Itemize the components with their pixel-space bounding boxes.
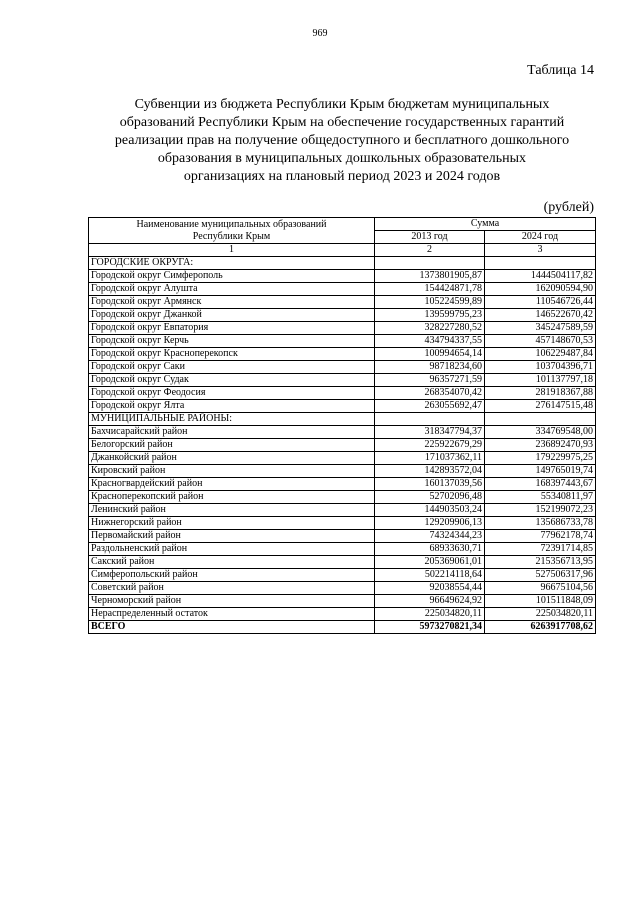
row-name-cell: Красногвардейский район: [89, 478, 375, 491]
row-value-2023-cell: 205369061,01: [375, 556, 485, 569]
row-name-cell: Симферопольский район: [89, 569, 375, 582]
row-name-cell: Городской округ Симферополь: [89, 270, 375, 283]
row-value-2024-cell: 72391714,85: [485, 543, 596, 556]
row-name-cell: Белогорский район: [89, 439, 375, 452]
row-value-2023-cell: 268354070,42: [375, 387, 485, 400]
table-row: [89, 309, 596, 322]
title-line: организациях на плановый период 2023 и 2024 годов: [183, 169, 501, 184]
row-value-2023-cell: 225034820,11: [375, 608, 485, 621]
row-value-2024-cell: 457148670,53: [485, 335, 596, 348]
row-value-2023-cell: [375, 413, 485, 426]
row-value-2023-cell: 160137039,56: [375, 478, 485, 491]
table-label: Таблица 14: [527, 63, 594, 78]
row-value-2024-cell: 276147515,48: [485, 400, 596, 413]
row-value-2023-cell: 328227280,52: [375, 322, 485, 335]
row-value-2023-cell: 105224599,89: [375, 296, 485, 309]
row-name-cell: Первомайский район: [89, 530, 375, 543]
table-row: [89, 374, 596, 387]
title-line: реализации прав на получение общедоступного и бесплатного дошкольного: [114, 133, 570, 148]
row-name-cell: Ленинский район: [89, 504, 375, 517]
table-row: [89, 283, 596, 296]
row-name-cell: Красноперекопский район: [89, 491, 375, 504]
row-name-cell: Раздольненский район: [89, 543, 375, 556]
table-row: [89, 478, 596, 491]
row-value-2024-cell: 101137797,18: [485, 374, 596, 387]
row-value-2023-cell: 434794337,55: [375, 335, 485, 348]
header-name-line: Наименование муниципальных образований: [136, 218, 327, 230]
row-value-2024-cell: 6263917708,62: [485, 621, 596, 634]
table-row: [89, 517, 596, 530]
title-line: образования в муниципальных дошкольных образовательных: [157, 151, 527, 166]
row-name-cell: Нераспределенный остаток: [89, 608, 375, 621]
row-value-2024-cell: 225034820,11: [485, 608, 596, 621]
row-name-cell: Городской округ Армянск: [89, 296, 375, 309]
row-value-2023-cell: 154424871,78: [375, 283, 485, 296]
row-value-2024-cell: 162090594,90: [485, 283, 596, 296]
row-value-2023-cell: 92038554,44: [375, 582, 485, 595]
row-value-2024-cell: 55340811,97: [485, 491, 596, 504]
table-row: [89, 530, 596, 543]
table-row: [89, 270, 596, 283]
row-value-2023-cell: 98718234,60: [375, 361, 485, 374]
row-value-2024-cell: 179229975,25: [485, 452, 596, 465]
row-value-2023-cell: [375, 257, 485, 270]
table-row: [89, 465, 596, 478]
row-value-2024-cell: [485, 257, 596, 270]
table-row: [89, 426, 596, 439]
table-row: [89, 257, 596, 270]
row-value-2024-cell: 236892470,93: [485, 439, 596, 452]
row-value-2023-cell: 142893572,04: [375, 465, 485, 478]
row-value-2024-cell: 149765019,74: [485, 465, 596, 478]
column-numbers-row: [89, 244, 596, 257]
row-name-cell: Джанкойский район: [89, 452, 375, 465]
row-value-2024-cell: 527506317,96: [485, 569, 596, 582]
row-name-cell: Городской округ Ялта: [89, 400, 375, 413]
table-row: [89, 361, 596, 374]
row-value-2024-cell: 281918367,88: [485, 387, 596, 400]
row-value-2023-cell: 1373801905,87: [375, 270, 485, 283]
row-value-2023-cell: 68933630,71: [375, 543, 485, 556]
row-name-cell: Городской округ Красноперекопск: [89, 348, 375, 361]
row-value-2023-cell: 96649624,92: [375, 595, 485, 608]
header-year-2024: 2024 год: [485, 231, 596, 244]
page-number: 969: [312, 28, 328, 39]
row-value-2023-cell: 263055692,47: [375, 400, 485, 413]
row-name-cell: Городской округ Евпатория: [89, 322, 375, 335]
row-value-2024-cell: [485, 413, 596, 426]
row-value-2023-cell: 129209906,13: [375, 517, 485, 530]
row-value-2023-cell: 96357271,59: [375, 374, 485, 387]
row-value-2024-cell: 152199072,23: [485, 504, 596, 517]
table-row: [89, 296, 596, 309]
column-number: 3: [485, 244, 596, 257]
table-row: [89, 595, 596, 608]
row-value-2024-cell: 1444504117,82: [485, 270, 596, 283]
header-sum-cell: Сумма: [375, 218, 596, 231]
row-value-2024-cell: 110546726,44: [485, 296, 596, 309]
row-name-cell: Кировский район: [89, 465, 375, 478]
row-name-cell: Черноморский район: [89, 595, 375, 608]
row-value-2024-cell: 334769548,00: [485, 426, 596, 439]
row-value-2023-cell: 5973270821,34: [375, 621, 485, 634]
row-value-2023-cell: 225922679,29: [375, 439, 485, 452]
table-row: [89, 543, 596, 556]
table-row: [89, 569, 596, 582]
title-line: образований Республики Крым на обеспечение государственных гарантий: [119, 115, 565, 130]
table-row: [89, 322, 596, 335]
table-row: [89, 582, 596, 595]
row-value-2023-cell: 100994654,14: [375, 348, 485, 361]
header-name-cell: [89, 218, 375, 244]
row-value-2024-cell: 101511848,09: [485, 595, 596, 608]
row-name-cell: Нижнегорский район: [89, 517, 375, 530]
subventions-table: [88, 217, 596, 634]
row-name-cell: Сакский район: [89, 556, 375, 569]
row-value-2024-cell: 146522670,42: [485, 309, 596, 322]
row-name-cell: Городской округ Феодосия: [89, 387, 375, 400]
row-value-2024-cell: 96675104,56: [485, 582, 596, 595]
row-value-2023-cell: 52702096,48: [375, 491, 485, 504]
title-line: Субвенции из бюджета Республики Крым бюджетам муниципальных: [134, 97, 550, 112]
table-body: [89, 218, 596, 634]
total-row: [89, 621, 596, 634]
row-value-2023-cell: 74324344,23: [375, 530, 485, 543]
table-row: [89, 556, 596, 569]
row-value-2024-cell: 106229487,84: [485, 348, 596, 361]
row-name-cell: ВСЕГО: [89, 621, 375, 634]
row-value-2023-cell: 144903503,24: [375, 504, 485, 517]
row-value-2024-cell: 135686733,78: [485, 517, 596, 530]
row-name-cell: Бахчисарайский район: [89, 426, 375, 439]
table-row: [89, 608, 596, 621]
row-value-2024-cell: 168397443,67: [485, 478, 596, 491]
table-row: [89, 491, 596, 504]
table-row: [89, 348, 596, 361]
row-value-2024-cell: 345247589,59: [485, 322, 596, 335]
row-name-cell: Советский район: [89, 582, 375, 595]
document-title: [90, 96, 594, 186]
table-row: [89, 335, 596, 348]
table-row: [89, 439, 596, 452]
row-value-2024-cell: 215356713,95: [485, 556, 596, 569]
header-name-line: Республики Крым: [192, 230, 271, 242]
row-value-2024-cell: 77962178,74: [485, 530, 596, 543]
table-row: [89, 413, 596, 426]
row-name-cell: Городской округ Алушта: [89, 283, 375, 296]
table-row: [89, 400, 596, 413]
row-name-cell: Городской округ Саки: [89, 361, 375, 374]
row-name-cell: Городской округ Судак: [89, 374, 375, 387]
table-row: [89, 504, 596, 517]
row-value-2024-cell: 103704396,71: [485, 361, 596, 374]
units-label: (рублей): [543, 200, 594, 215]
row-name-cell: МУНИЦИПАЛЬНЫЕ РАЙОНЫ:: [89, 413, 375, 426]
table-row: [89, 387, 596, 400]
row-value-2023-cell: 139599795,23: [375, 309, 485, 322]
header-row: [89, 218, 596, 231]
column-number: 2: [375, 244, 485, 257]
row-value-2023-cell: 171037362,11: [375, 452, 485, 465]
table-row: [89, 452, 596, 465]
row-name-cell: Городской округ Джанкой: [89, 309, 375, 322]
column-number: 1: [89, 244, 375, 257]
row-name-cell: ГОРОДСКИЕ ОКРУГА:: [89, 257, 375, 270]
header-year-2013: 2013 год: [375, 231, 485, 244]
row-value-2023-cell: 318347794,37: [375, 426, 485, 439]
row-name-cell: Городской округ Керчь: [89, 335, 375, 348]
row-value-2023-cell: 502214118,64: [375, 569, 485, 582]
